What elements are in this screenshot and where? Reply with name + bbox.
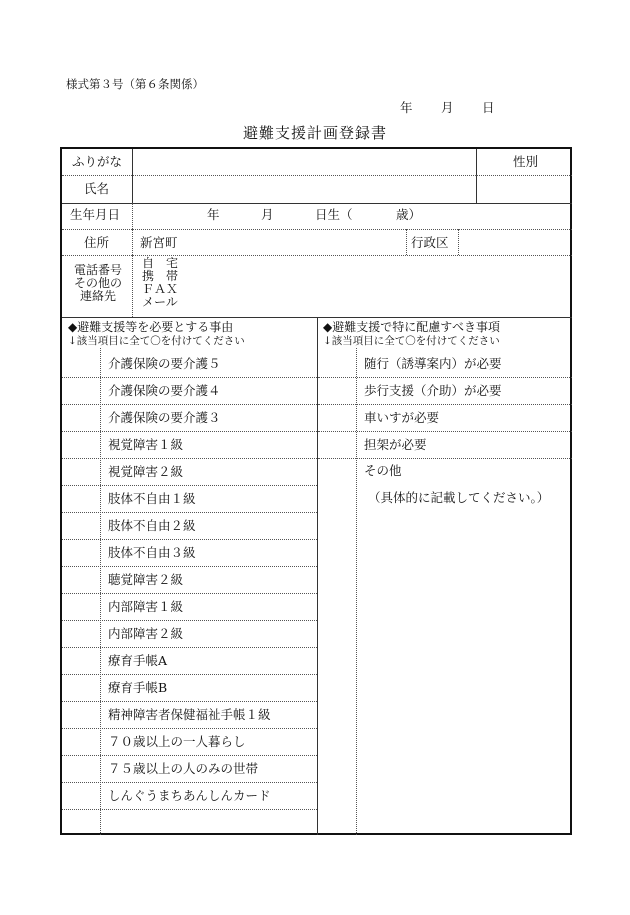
left-item-label: 視覚障害２級 <box>108 464 184 479</box>
right-check-cell[interactable] <box>318 405 356 432</box>
contact-types <box>142 257 178 309</box>
other-note: （具体的に記載してください。） <box>368 490 550 505</box>
right-check-cell[interactable] <box>318 432 356 459</box>
contact-fax-label: ＦＡＸ <box>142 282 179 296</box>
label-column-divider <box>132 255 133 317</box>
gender-label: 性別 <box>513 154 539 169</box>
right-check-cell[interactable] <box>318 351 356 378</box>
left-check-cell[interactable] <box>62 675 100 702</box>
left-check-cell[interactable] <box>62 432 100 459</box>
right-item[interactable] <box>318 405 572 432</box>
right-item-label: 随行（誘導案内）が必要 <box>364 356 502 371</box>
address-label-text: 住所 <box>84 235 110 250</box>
row-divider <box>62 203 572 204</box>
left-item-label: 介護保険の要介護４ <box>108 383 221 398</box>
left-item[interactable] <box>62 405 317 432</box>
furigana-name-divider <box>62 175 476 176</box>
gender-divider <box>476 175 572 176</box>
date-year-label: 年 <box>400 100 413 115</box>
contact-label-line: 連絡先 <box>79 289 116 303</box>
left-item[interactable] <box>62 351 317 378</box>
label-column-divider <box>132 203 133 229</box>
left-item[interactable] <box>62 621 317 648</box>
right-section-note: ↓該当項目に全て〇を付けてください <box>323 335 500 347</box>
left-item[interactable] <box>62 459 317 486</box>
address-input[interactable] <box>202 231 402 253</box>
contact-label <box>68 264 128 303</box>
left-item-label: 内部障害１級 <box>108 599 184 614</box>
left-check-cell[interactable] <box>62 756 100 783</box>
left-check-cell[interactable] <box>62 378 100 405</box>
name-label: 氏名 <box>84 181 110 196</box>
left-item-label: 精神障害者保健福祉手帳１級 <box>108 707 271 722</box>
left-item[interactable] <box>62 675 317 702</box>
right-item-label: 担架が必要 <box>364 437 427 452</box>
other-details-input[interactable] <box>358 509 570 829</box>
left-check-cell[interactable] <box>62 648 100 675</box>
furigana-input[interactable] <box>134 151 474 173</box>
left-check-cell[interactable] <box>62 486 100 513</box>
left-item[interactable] <box>62 648 317 675</box>
right-item-label: 車いすが必要 <box>364 410 440 425</box>
birthdate-input[interactable] <box>134 205 570 227</box>
left-item-label: 療育手帳B <box>108 680 168 695</box>
right-item-label: 歩行支援（介助）が必要 <box>364 383 502 398</box>
address-value: 新宮町 <box>140 235 178 250</box>
date-month-label: 月 <box>441 100 454 115</box>
contact-input[interactable] <box>192 257 570 315</box>
row-divider <box>62 255 572 256</box>
other-label: その他 <box>364 463 402 478</box>
birth-day-label: 日生（ <box>315 207 353 222</box>
row-divider <box>62 229 572 230</box>
left-check-cell[interactable] <box>62 621 100 648</box>
left-check-cell[interactable] <box>62 783 100 810</box>
gender-input[interactable] <box>478 177 570 201</box>
left-item[interactable] <box>62 567 317 594</box>
form-number: 様式第３号（第６条関係） <box>66 77 204 91</box>
contact-mail-label: メール <box>142 295 178 309</box>
left-item-label: 介護保険の要介護３ <box>108 410 221 425</box>
left-item[interactable] <box>62 486 317 513</box>
name-input[interactable] <box>134 177 474 201</box>
birthdate-label: 生年月日 <box>70 207 121 222</box>
contact-label-line: その他の <box>73 276 122 290</box>
left-item[interactable] <box>62 702 317 729</box>
label-column-divider <box>132 229 133 255</box>
left-item-label: 内部障害２級 <box>108 626 184 641</box>
left-item[interactable] <box>62 540 317 567</box>
row-separator <box>318 458 572 459</box>
left-item[interactable] <box>62 783 317 810</box>
row-separator <box>62 809 317 810</box>
right-item[interactable] <box>318 432 572 459</box>
birth-month-label: 月 <box>261 207 274 222</box>
birth-year-label: 年 <box>207 207 220 222</box>
right-item[interactable] <box>318 351 572 378</box>
left-item-label: 視覚障害１級 <box>108 437 184 452</box>
furigana-label: ふりがな <box>72 154 123 169</box>
left-check-cell[interactable] <box>62 351 100 378</box>
left-check-cell[interactable] <box>62 702 100 729</box>
district-input[interactable] <box>460 231 570 253</box>
left-check-cell[interactable] <box>62 513 100 540</box>
left-item[interactable] <box>62 594 317 621</box>
left-item[interactable] <box>62 756 317 783</box>
district-label: 行政区 <box>411 235 449 250</box>
right-item[interactable] <box>318 378 572 405</box>
left-section-heading: ◆避難支援等を必要とする事由 <box>68 320 234 334</box>
left-item-label: 療育手帳A <box>108 653 168 668</box>
left-item[interactable] <box>62 729 317 756</box>
contact-label-line: 電話番号 <box>73 263 122 277</box>
district-divider <box>406 229 407 255</box>
right-section-heading: ◆避難支援で特に配慮すべき事項 <box>323 320 500 334</box>
left-item-label: 肢体不自由３級 <box>108 545 196 560</box>
left-check-cell[interactable] <box>62 567 100 594</box>
left-check-cell[interactable] <box>62 540 100 567</box>
district-value-divider <box>458 229 459 255</box>
page-title: 避難支援計画登録書 <box>242 124 387 142</box>
left-item-label: 介護保険の要介護５ <box>108 356 221 371</box>
left-item-label: ７０歳以上の一人暮らし <box>108 734 246 749</box>
left-item[interactable] <box>62 432 317 459</box>
left-item-label: 肢体不自由２級 <box>108 518 196 533</box>
left-item-label: 聴覚障害２級 <box>108 572 184 587</box>
left-item[interactable] <box>62 513 317 540</box>
left-check-cell[interactable] <box>62 459 100 486</box>
left-item-label: ７５歳以上の人のみの世帯 <box>108 761 259 776</box>
left-check-cell[interactable] <box>62 594 100 621</box>
date-day-label: 日 <box>482 100 495 115</box>
contact-mobile-label: 携 帯 <box>142 269 179 283</box>
left-section-note: ↓該当項目に全て〇を付けてください <box>68 335 245 347</box>
left-item-label: 肢体不自由１級 <box>108 491 196 506</box>
left-check-cell[interactable] <box>62 729 100 756</box>
label-column-divider <box>132 149 133 203</box>
birth-age-label: 歳） <box>396 207 422 222</box>
contact-home-label: 自 宅 <box>142 256 179 270</box>
gender-column-divider <box>476 149 477 203</box>
left-check-cell[interactable] <box>62 405 100 432</box>
left-item-label: しんぐうまちあんしんカード <box>108 788 271 803</box>
registration-form <box>60 147 572 835</box>
right-check-cell[interactable] <box>318 378 356 405</box>
left-item[interactable] <box>62 378 317 405</box>
